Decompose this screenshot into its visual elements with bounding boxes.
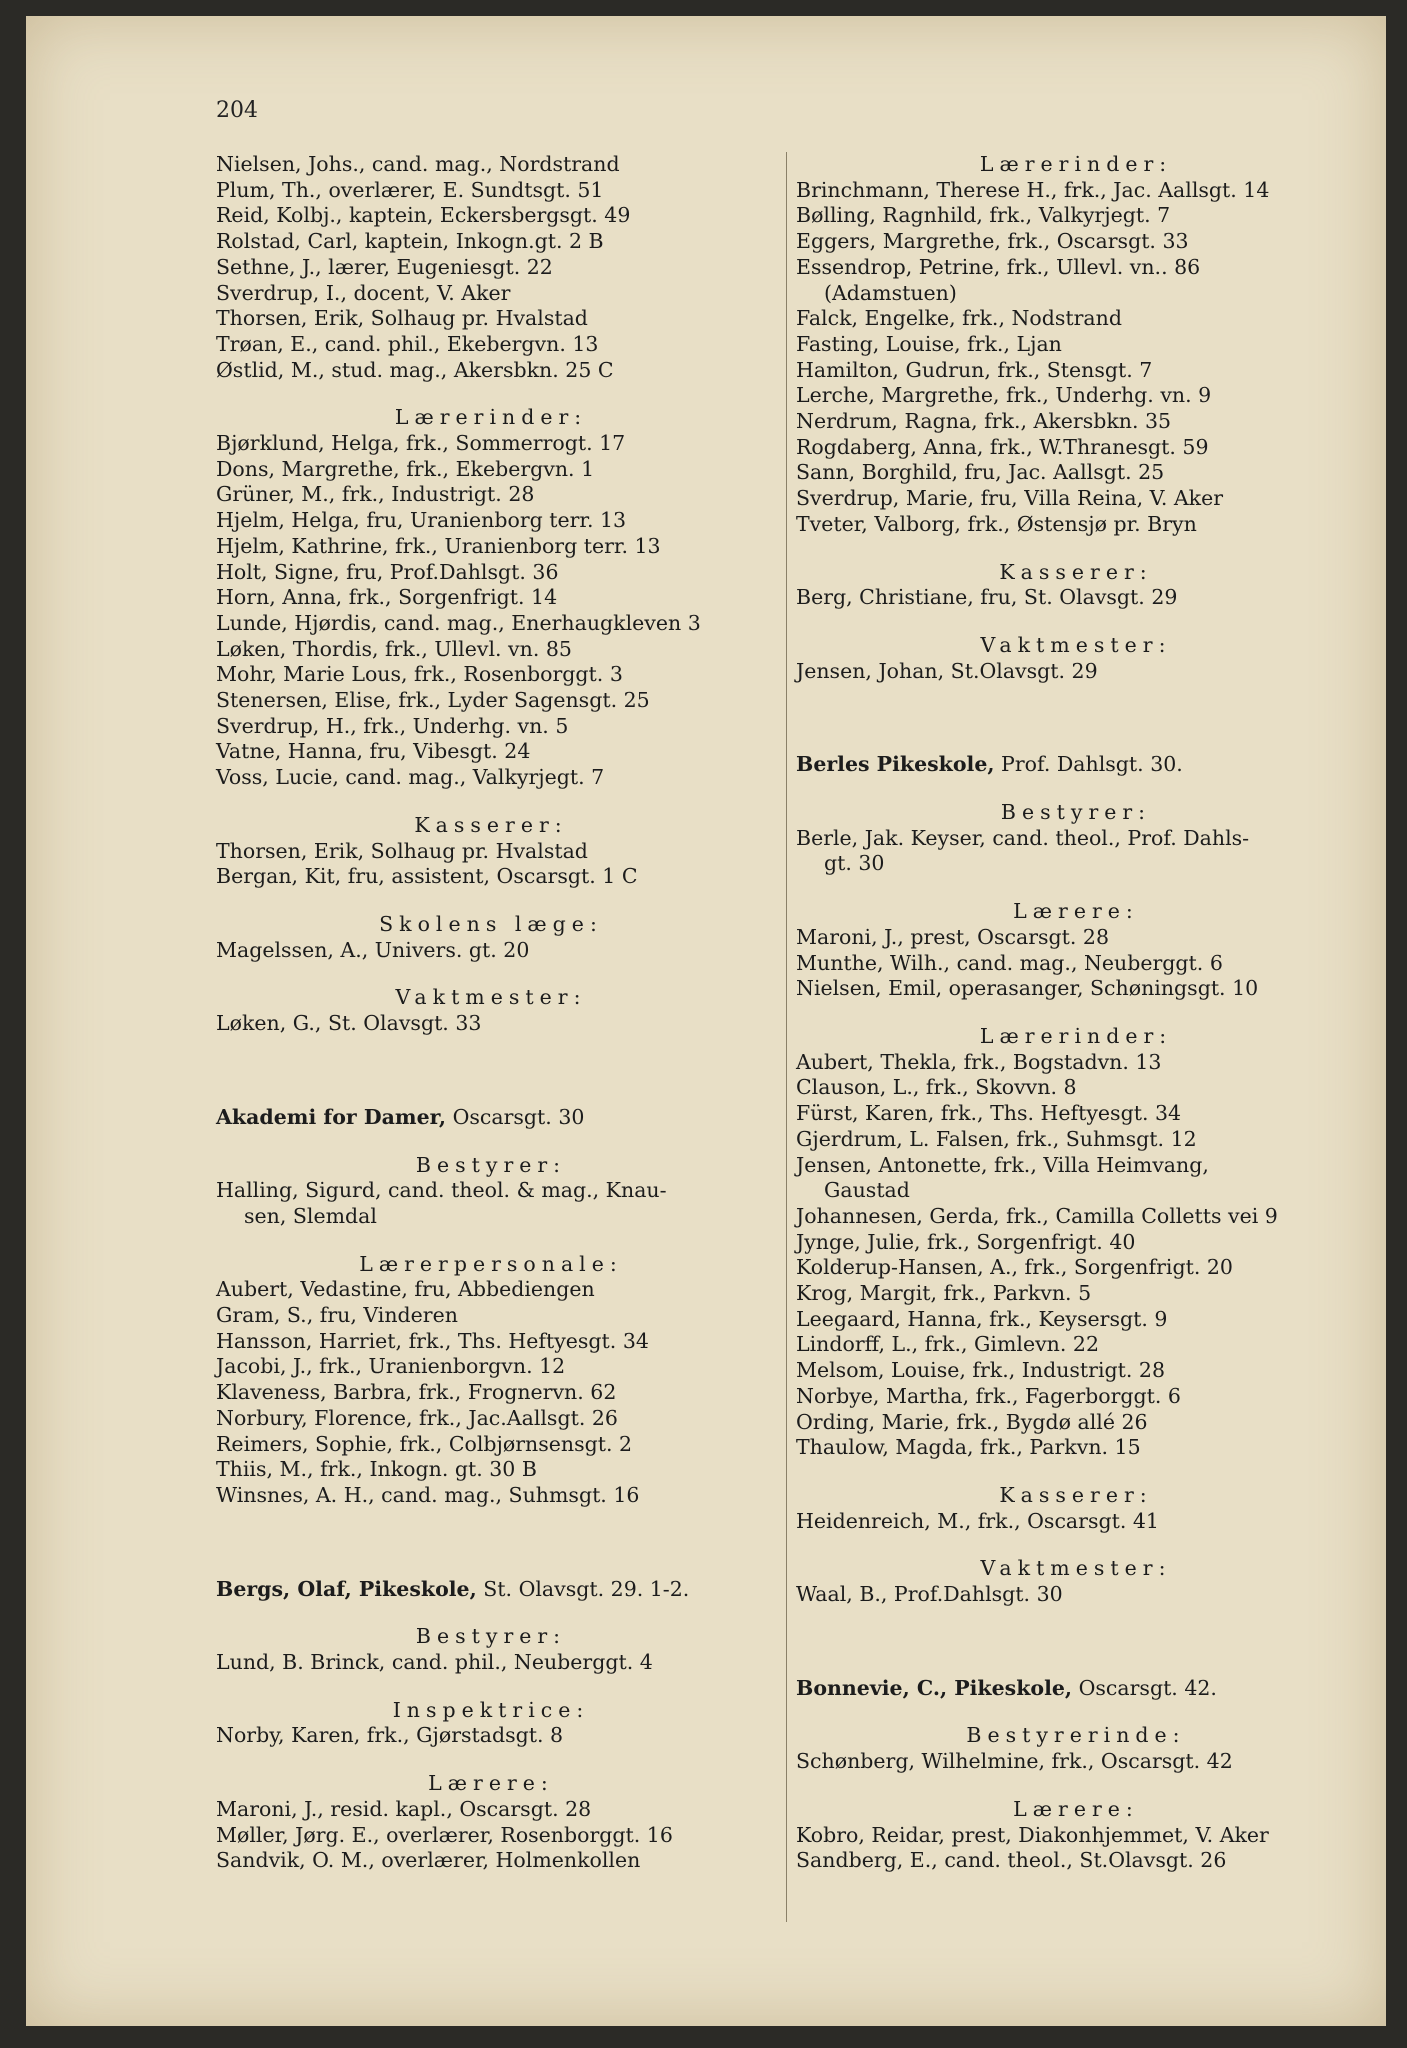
directory-entry: Bjørklund, Helga, frk., Sommerrogt. 17	[216, 431, 626, 456]
directory-entry: Bergan, Kit, fru, assistent, Oscarsgt. 1 C	[216, 864, 638, 889]
directory-entry: Reid, Kolbj., kaptein, Eckersbergsgt. 49	[216, 203, 631, 228]
left-column	[216, 152, 786, 1874]
directory-entry: Thorsen, Erik, Solhaug pr. Hvalstad	[216, 838, 588, 863]
directory-entry: Voss, Lucie, cand. mag., Valkyrjegt. 7	[216, 765, 605, 790]
directory-entry: Munthe, Wilh., cand. mag., Neuberggt. 6	[796, 950, 1223, 975]
directory-entry: Stenersen, Elise, frk., Lyder Sagensgt. 25	[216, 688, 650, 713]
directory-entry: Grüner, M., frk., Industrigt. 28	[216, 482, 535, 507]
section-heading: Bestyrerinde:	[966, 1723, 1186, 1748]
school-name: Bonnevie, C., Pikeskole,	[796, 1675, 1073, 1700]
directory-entry: Kobro, Reidar, prest, Diakonhjemmet, V. Aker	[796, 1822, 1269, 1847]
directory-entry: Sandvik, O. M., overlærer, Holmenkollen	[216, 1848, 641, 1873]
directory-entry: Kolderup-Hansen, A., frk., Sorgenfrigt. 20	[796, 1255, 1233, 1280]
directory-entry: Klaveness, Barbra, frk., Frognervn. 62	[216, 1380, 617, 1405]
directory-entry: Leegaard, Hanna, frk., Keysersgt. 9	[796, 1306, 1168, 1331]
directory-entry: Melsom, Louise, frk., Industrigt. 28	[796, 1358, 1165, 1383]
directory-entry: Lund, B. Brinck, cand. phil., Neuberggt. 4	[216, 1650, 653, 1675]
section-heading: Lærerinder:	[979, 1023, 1173, 1048]
directory-entry: Møller, Jørg. E., overlærer, Rosenborggt. 16	[216, 1822, 673, 1847]
directory-entry: Halling, Sigurd, cand. theol. & mag., Knau-	[216, 1178, 667, 1203]
directory-entry: Heidenreich, M., frk., Oscarsgt. 41	[796, 1508, 1159, 1533]
directory-entry: Horn, Anna, frk., Sorgenfrigt. 14	[216, 585, 558, 610]
page-number: 204	[216, 98, 258, 123]
directory-entry: Bølling, Ragnhild, frk., Valkyrjegt. 7	[796, 203, 1171, 228]
directory-entry: Gram, S., fru, Vinderen	[216, 1303, 458, 1328]
section-heading: Kasserer:	[414, 812, 568, 837]
directory-entry: Sverdrup, I., docent, V. Aker	[216, 280, 511, 305]
section-heading: Inspektrice:	[392, 1697, 590, 1722]
directory-entry: Maroni, J., resid. kapl., Oscarsgt. 28	[216, 1796, 592, 1821]
directory-entry: Fürst, Karen, frk., Ths. Heftyesgt. 34	[796, 1101, 1182, 1126]
school-address: Oscarsgt. 30	[446, 1104, 585, 1129]
directory-entry: Hjelm, Helga, fru, Uranienborg terr. 13	[216, 508, 627, 533]
directory-entry: Nielsen, Emil, operasanger, Schøningsgt. 10	[796, 976, 1259, 1001]
directory-entry: Berg, Christiane, fru, St. Olavsgt. 29	[796, 585, 1178, 610]
section-heading: Skolens læge:	[379, 911, 603, 936]
column-divider	[786, 152, 787, 1922]
entry-continuation: (Adamstuen)	[824, 280, 957, 305]
directory-entry: Schønberg, Wilhelmine, frk., Oscarsgt. 42	[796, 1749, 1233, 1774]
section-heading: Kasserer:	[999, 1482, 1153, 1507]
section-heading: Lærerinder:	[394, 405, 588, 430]
directory-entry: Gjerdrum, L. Falsen, frk., Suhmsgt. 12	[796, 1126, 1197, 1151]
directory-entry: Østlid, M., stud. mag., Akersbkn. 25 C	[216, 357, 614, 382]
directory-entry: Dons, Margrethe, frk., Ekebergvn. 1	[216, 456, 595, 481]
section-heading: Lærerpersonale:	[359, 1251, 623, 1276]
directory-entry: Aubert, Thekla, frk., Bogstadvn. 13	[796, 1049, 1162, 1074]
directory-entry: Sverdrup, H., frk., Underhg. vn. 5	[216, 713, 569, 738]
entry-continuation: Gaustad	[824, 1178, 910, 1203]
directory-entry: Norbye, Martha, frk., Fagerborggt. 6	[796, 1383, 1181, 1408]
directory-entry: Johannesen, Gerda, frk., Camilla Colletts vei 9	[796, 1203, 1278, 1228]
school-name: Akademi for Damer,	[216, 1104, 447, 1129]
section-heading: Lærere:	[428, 1771, 554, 1796]
directory-entry: Plum, Th., overlærer, E. Sundtsgt. 51	[216, 177, 604, 202]
directory-entry: Sandberg, E., cand. theol., St.Olavsgt. 26	[796, 1848, 1227, 1873]
section-heading: Lærerinder:	[979, 152, 1173, 176]
directory-entry: Rogdaberg, Anna, frk., W.Thranesgt. 59	[796, 434, 1209, 459]
section-heading: Lærere:	[1013, 899, 1139, 924]
school-entry	[216, 1105, 786, 1131]
directory-entry: Mohr, Marie Lous, frk., Rosenborggt. 3	[216, 662, 623, 687]
section-heading: Lærere:	[1013, 1796, 1139, 1821]
section-heading: Bestyrer:	[415, 1624, 567, 1649]
school-address: Prof. Dahlsgt. 30.	[994, 752, 1183, 777]
directory-entry: Winsnes, A. H., cand. mag., Suhmsgt. 16	[216, 1482, 640, 1507]
directory-entry: Ording, Marie, frk., Bygdø allé 26	[796, 1409, 1148, 1434]
section-heading: Bestyrer:	[415, 1152, 567, 1177]
directory-entry: Jensen, Johan, St.Olavsgt. 29	[796, 658, 1098, 683]
section-heading: Kasserer:	[999, 559, 1153, 584]
directory-entry: Rolstad, Carl, kaptein, Inkogn.gt. 2 B	[216, 229, 604, 254]
directory-entry: Fasting, Louise, frk., Ljan	[796, 331, 1062, 356]
directory-entry: Essendrop, Petrine, frk., Ullevl. vn.. 86	[796, 254, 1201, 279]
section-heading: Bestyrer:	[1000, 800, 1152, 825]
directory-entry: Aubert, Vedastine, fru, Abbediengen	[216, 1277, 595, 1302]
school-name: Bergs, Olaf, Pikeskole,	[216, 1576, 477, 1601]
directory-entry: Thiis, M., frk., Inkogn. gt. 30 B	[216, 1457, 537, 1482]
directory-entry: Sann, Borghild, fru, Jac. Aallsgt. 25	[796, 460, 1165, 485]
section-heading: Vaktmester:	[980, 1556, 1172, 1581]
directory-entry: Trøan, E., cand. phil., Ekebergvn. 13	[216, 331, 599, 356]
directory-entry: Vatne, Hanna, fru, Vibesgt. 24	[216, 739, 531, 764]
section-heading: Vaktmester:	[395, 985, 587, 1010]
directory-entry: Norby, Karen, frk., Gjørstadsgt. 8	[216, 1723, 564, 1748]
directory-entry: Lindorff, L., frk., Gimlevn. 22	[796, 1332, 1099, 1357]
directory-entry: Løken, Thordis, frk., Ullevl. vn. 85	[216, 636, 572, 661]
directory-entry: Tveter, Valborg, frk., Østensjø pr. Bryn	[796, 511, 1197, 536]
directory-entry: Jynge, Julie, frk., Sorgenfrigt. 40	[796, 1229, 1136, 1254]
directory-entry: Hamilton, Gudrun, frk., Stensgt. 7	[796, 357, 1153, 382]
directory-entry: Magelssen, A., Univers. gt. 20	[216, 937, 530, 962]
school-name: Berles Pikeskole,	[796, 752, 995, 777]
directory-entry: Lunde, Hjørdis, cand. mag., Enerhaugkleven 3	[216, 610, 701, 635]
directory-entry: Nerdrum, Ragna, frk., Akersbkn. 35	[796, 409, 1172, 434]
directory-entry: Thaulow, Magda, frk., Parkvn. 15	[796, 1435, 1141, 1460]
directory-entry: Sethne, J., lærer, Eugeniesgt. 22	[216, 254, 553, 279]
directory-entry: Thorsen, Erik, Solhaug pr. Hvalstad	[216, 306, 588, 331]
directory-entry: Berle, Jak. Keyser, cand. theol., Prof. Dahls-	[796, 825, 1250, 850]
directory-entry: Reimers, Sophie, frk., Colbjørnsensgt. 2	[216, 1431, 633, 1456]
directory-entry: Norbury, Florence, frk., Jac.Aallsgt. 26	[216, 1405, 618, 1430]
right-column	[796, 152, 1376, 1874]
directory-entry: Jacobi, J., frk., Uranienborgvn. 12	[216, 1354, 566, 1379]
directory-entry: Hjelm, Kathrine, frk., Uranienborg terr. 13	[216, 533, 661, 558]
school-address: St. Olavsgt. 29. 1-2.	[476, 1576, 690, 1601]
directory-entry: Lerche, Margrethe, frk., Underhg. vn. 9	[796, 383, 1212, 408]
school-entry	[216, 1577, 786, 1603]
document-page	[26, 16, 1386, 2026]
school-entry	[796, 1676, 1376, 1702]
directory-entry: Jensen, Antonette, frk., Villa Heimvang,	[796, 1152, 1209, 1177]
directory-entry: Krog, Margit, frk., Parkvn. 5	[796, 1281, 1092, 1306]
section-heading: Vaktmester:	[980, 632, 1172, 657]
directory-entry: Falck, Engelke, frk., Nodstrand	[796, 306, 1122, 331]
directory-entry: Løken, G., St. Olavsgt. 33	[216, 1011, 482, 1036]
directory-entry: Sverdrup, Marie, fru, Villa Reina, V. Aker	[796, 486, 1224, 511]
directory-entry: Hansson, Harriet, frk., Ths. Heftyesgt. 34	[216, 1328, 649, 1353]
school-address: Oscarsgt. 42.	[1072, 1675, 1217, 1700]
directory-entry: Clauson, L., frk., Skovvn. 8	[796, 1075, 1077, 1100]
school-entry	[796, 752, 1376, 778]
directory-entry: Maroni, J., prest, Oscarsgt. 28	[796, 924, 1109, 949]
entry-continuation: gt. 30	[824, 851, 885, 876]
directory-entry: Brinchmann, Therese H., frk., Jac. Aallsgt. 14	[796, 177, 1270, 202]
directory-entry: Waal, B., Prof.Dahlsgt. 30	[796, 1582, 1063, 1607]
directory-entry: Nielsen, Johs., cand. mag., Nordstrand	[216, 152, 620, 176]
directory-entry: Holt, Signe, fru, Prof.Dahlsgt. 36	[216, 559, 559, 584]
directory-entry: Eggers, Margrethe, frk., Oscarsgt. 33	[796, 229, 1189, 254]
entry-continuation: sen, Slemdal	[244, 1203, 377, 1228]
